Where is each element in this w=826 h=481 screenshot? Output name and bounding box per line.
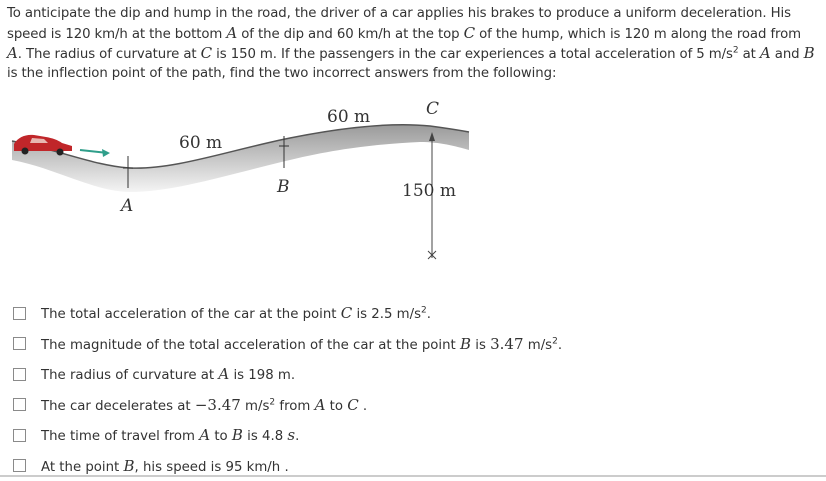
math-value: −3.47 bbox=[195, 396, 241, 414]
option-seg: The total acceleration of the car at the point bbox=[41, 307, 341, 322]
option-text bbox=[41, 396, 367, 414]
option-seg: . bbox=[295, 429, 299, 444]
option-seg: The magnitude of the total acceleration of the car at the point bbox=[41, 338, 460, 353]
question-seg: at bbox=[738, 47, 759, 62]
math-B: B bbox=[460, 335, 471, 353]
bottom-divider bbox=[0, 475, 826, 477]
question-seg: of the dip and 60 km/h at the top bbox=[237, 27, 463, 42]
question-seg: . The radius of curvature at bbox=[18, 47, 201, 62]
exponent: 2 bbox=[421, 306, 427, 316]
option-text bbox=[41, 304, 431, 322]
direction-arrow-icon bbox=[80, 149, 110, 157]
option-seg: to bbox=[210, 429, 232, 444]
option-seg: The time of travel from bbox=[41, 429, 199, 444]
exponent: 2 bbox=[733, 46, 739, 56]
option-checkbox[interactable] bbox=[13, 307, 26, 320]
option-seg: At the point bbox=[41, 460, 124, 475]
option-checkbox[interactable] bbox=[13, 337, 26, 350]
option-seg: m/s bbox=[241, 399, 270, 414]
exponent: 2 bbox=[552, 336, 558, 346]
label-C: C bbox=[426, 99, 439, 119]
label-60m-left: 60 m bbox=[179, 133, 222, 153]
question-text bbox=[7, 5, 819, 83]
option-seg: . bbox=[558, 338, 562, 353]
math-B: B bbox=[804, 44, 815, 62]
option-text bbox=[41, 457, 289, 475]
math-C: C bbox=[201, 44, 212, 62]
label-150m: 150 m bbox=[402, 181, 456, 201]
label-B: B bbox=[276, 177, 290, 197]
option-5[interactable] bbox=[13, 420, 813, 451]
question-seg: and bbox=[771, 47, 804, 62]
math-C: C bbox=[341, 304, 352, 322]
math-A: A bbox=[7, 44, 18, 62]
option-text bbox=[41, 335, 562, 353]
option-seg: from bbox=[275, 399, 314, 414]
option-seg: The radius of curvature at bbox=[41, 368, 218, 383]
exponent: 2 bbox=[269, 397, 275, 407]
math-A: A bbox=[760, 44, 771, 62]
option-checkbox[interactable] bbox=[13, 459, 26, 472]
math-A: A bbox=[315, 396, 326, 414]
option-seg: , his speed is 95 km/h . bbox=[135, 460, 289, 475]
option-checkbox[interactable] bbox=[13, 368, 26, 381]
option-seg: to bbox=[325, 399, 347, 414]
math-C: C bbox=[347, 396, 358, 414]
option-text bbox=[41, 426, 299, 444]
option-seg: . bbox=[359, 399, 367, 414]
option-1[interactable] bbox=[13, 298, 813, 329]
option-seg: is 4.8 bbox=[243, 429, 287, 444]
option-seg: is 198 m. bbox=[229, 368, 295, 383]
option-seg: The car decelerates at bbox=[41, 399, 195, 414]
option-text bbox=[41, 365, 295, 383]
option-2[interactable] bbox=[13, 329, 813, 360]
option-4[interactable] bbox=[13, 390, 813, 421]
math-unit: s bbox=[287, 426, 295, 444]
label-A: A bbox=[119, 196, 133, 216]
math-A: A bbox=[226, 24, 237, 42]
math-C: C bbox=[464, 24, 475, 42]
math-B: B bbox=[232, 426, 243, 444]
option-seg: . bbox=[427, 307, 431, 322]
question-seg: is the inflection point of the path, find the two incorrect answers from the following: bbox=[7, 66, 556, 81]
math-A: A bbox=[199, 426, 210, 444]
question-seg: To anticipate the dip and hump in the road, the driver of a car applies his brakes to produce a uniform deceleration. His speed is 120 km/h at the bottom bbox=[7, 6, 791, 42]
option-checkbox[interactable] bbox=[13, 429, 26, 442]
option-seg: is bbox=[471, 338, 490, 353]
answer-options bbox=[13, 298, 813, 481]
option-3[interactable] bbox=[13, 359, 813, 390]
option-seg: m/s bbox=[524, 338, 553, 353]
question-seg: of the hump, which is 120 m along the road from bbox=[475, 27, 801, 42]
option-seg: is 2.5 m/s bbox=[352, 307, 421, 322]
road-diagram bbox=[0, 88, 470, 268]
math-B: B bbox=[124, 457, 135, 475]
label-60m-right: 60 m bbox=[327, 107, 370, 127]
option-checkbox[interactable] bbox=[13, 398, 26, 411]
math-value: 3.47 bbox=[490, 335, 523, 353]
math-A: A bbox=[218, 365, 229, 383]
question-seg: is 150 m. If the passengers in the car experiences a total acceleration of 5 m/s bbox=[212, 47, 733, 62]
